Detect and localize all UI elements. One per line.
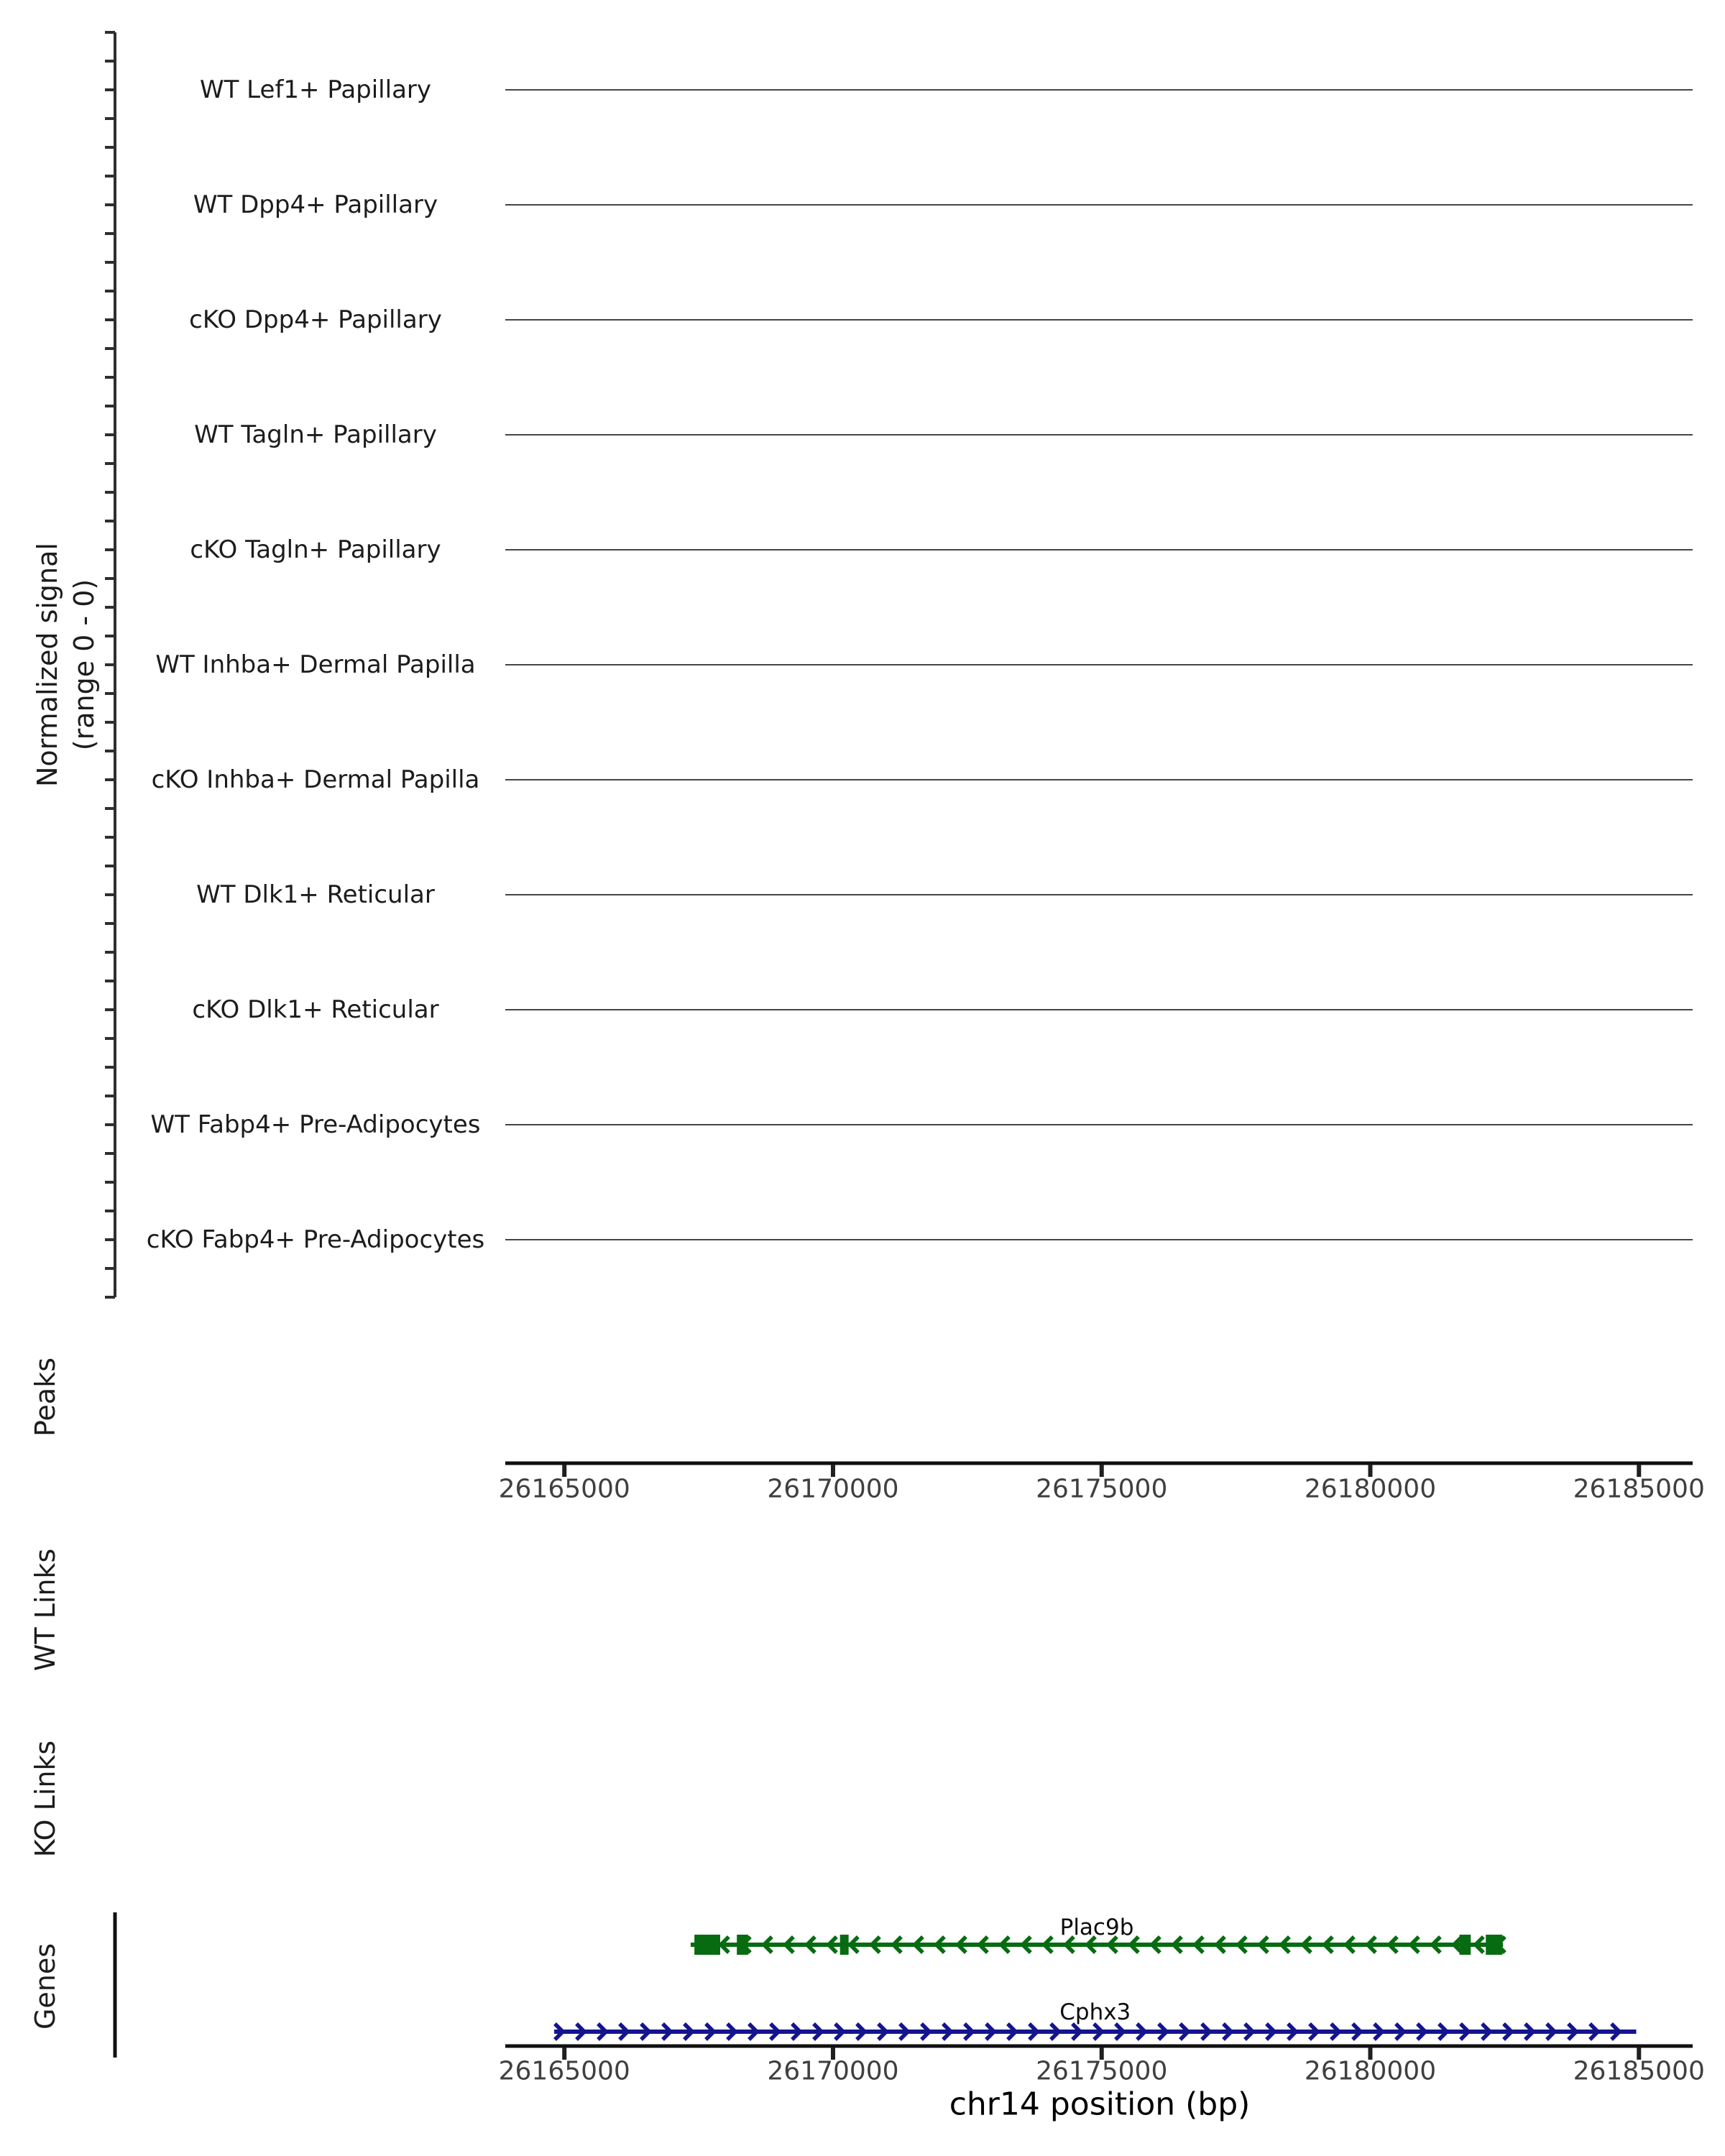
track-label: WT Dlk1+ Reticular [196, 880, 435, 909]
exon-block [737, 1935, 748, 1955]
signal-axis-bracket [105, 32, 115, 1297]
track-label: cKO Tagln+ Papillary [190, 535, 441, 564]
x-axis-tick-label: 26165000 [498, 1474, 630, 1504]
x-axis-tick-label: 26185000 [1573, 1474, 1705, 1504]
exon-block [840, 1935, 849, 1955]
track-label: WT Tagln+ Papillary [194, 420, 437, 449]
gene-name-cphx3: Cphx3 [1059, 1999, 1131, 2025]
track-label: cKO Inhba+ Dermal Papilla [151, 765, 480, 794]
track-label: WT Inhba+ Dermal Papilla [155, 650, 476, 679]
track-label: cKO Dpp4+ Papillary [189, 305, 442, 334]
track-label: WT Fabp4+ Pre-Adipocytes [150, 1110, 481, 1139]
x-axis-title: chr14 position (bp) [949, 2086, 1251, 2123]
signal-track-lines [505, 90, 1693, 1240]
gene-glyph-cphx3 [554, 2024, 1636, 2040]
section-label-peaks: Peaks [29, 1357, 61, 1437]
track-label: cKO Dlk1+ Reticular [192, 995, 439, 1024]
gene-name-plac9b: Plac9b [1059, 1915, 1134, 1940]
section-label-wt-links: WT Links [29, 1548, 61, 1672]
exon-block [694, 1935, 720, 1955]
track-label: WT Dpp4+ Papillary [193, 190, 438, 219]
y-axis-label-line1: Normalized signal [32, 543, 63, 787]
x-axis-tick-label: 26170000 [767, 1474, 899, 1504]
track-label: cKO Fabp4+ Pre-Adipocytes [146, 1225, 485, 1254]
x-axis-tick-label: 26165000 [498, 2056, 630, 2086]
exon-block [1486, 1935, 1502, 1955]
x-axis-tick-label: 26175000 [1036, 1474, 1168, 1504]
x-axis-tick-label: 26185000 [1573, 2056, 1705, 2086]
section-label-ko-links: KO Links [29, 1740, 61, 1858]
y-axis-label-line2: (range 0 - 0) [68, 579, 100, 751]
x-axis-tick-label: 26180000 [1304, 2056, 1437, 2086]
section-label-genes: Genes [29, 1943, 61, 2030]
exon-block [1460, 1935, 1471, 1955]
y-axis-label [29, 543, 103, 787]
x-axis-tick-label: 26175000 [1036, 2056, 1168, 2086]
track-label: WT Lef1+ Papillary [199, 75, 432, 104]
x-axis-tick-label: 26170000 [767, 2056, 899, 2086]
x-axis-tick-label: 26180000 [1304, 1474, 1437, 1504]
